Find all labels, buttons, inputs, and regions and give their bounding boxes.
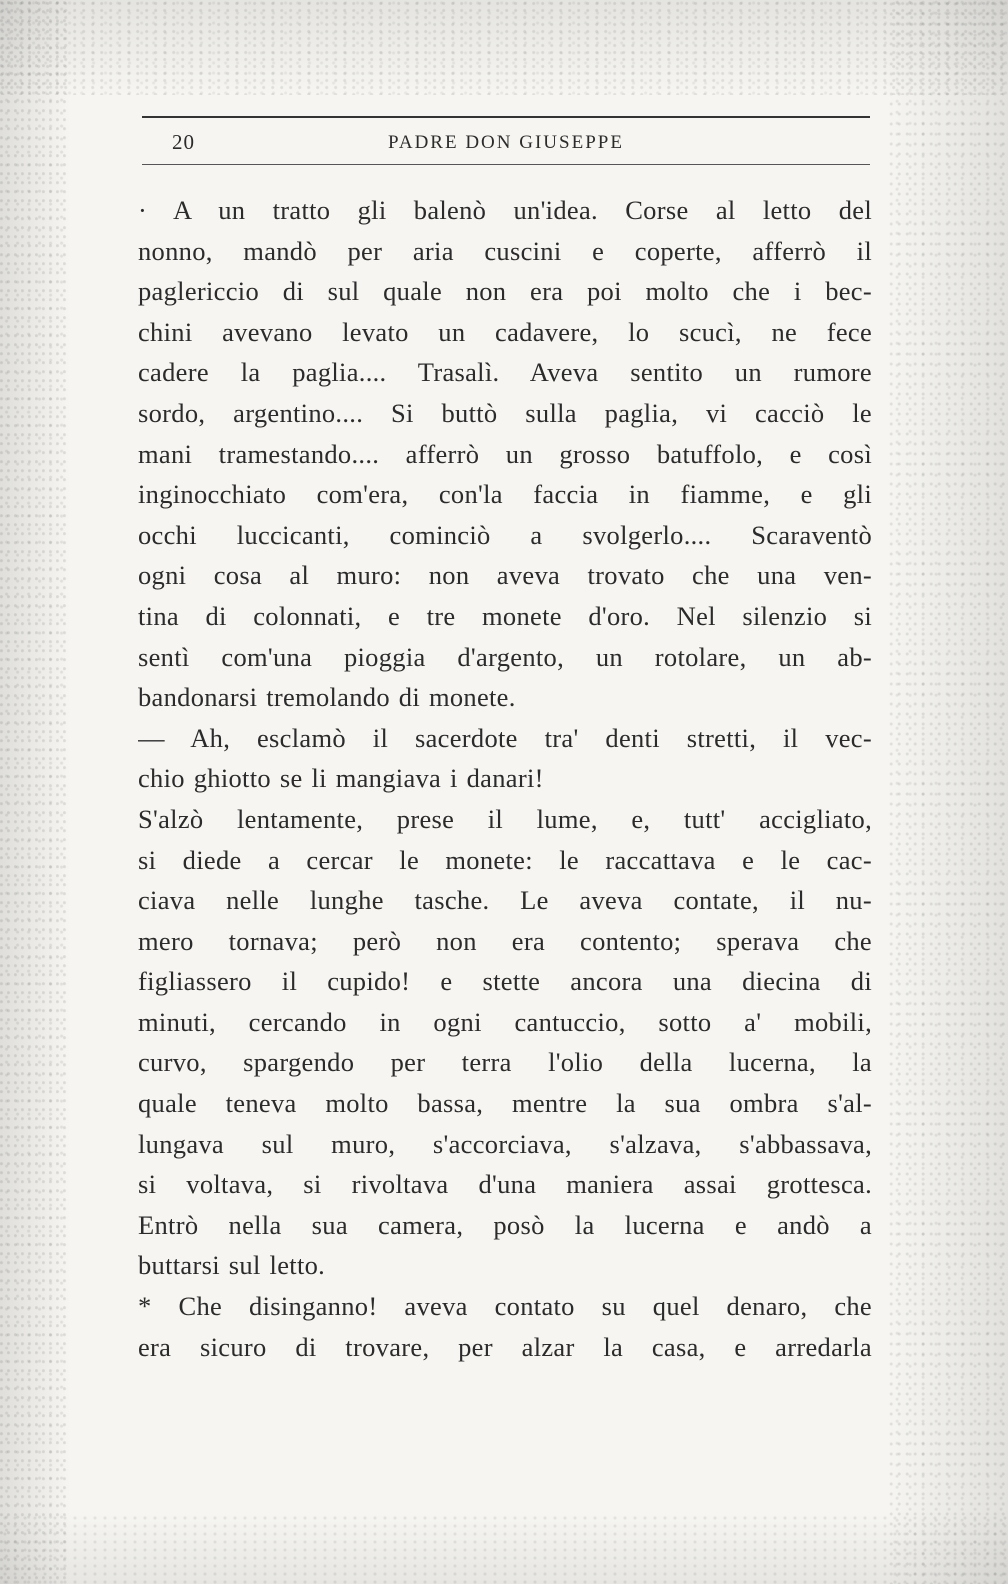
page-edge-right (888, 0, 1008, 1584)
text-line: era sicuro di trovare, per alzar la casa, e arredarla (138, 1331, 872, 1362)
text-line: — Ah, esclamò il sacerdote tra' denti stretti, il vec- (138, 722, 872, 753)
text-line: mero tornava; però non era contento; sperava che (138, 925, 872, 956)
header-rule-bottom (142, 164, 870, 165)
text-line: * Che disinganno! aveva contato su quel denaro, che (138, 1291, 872, 1322)
text-line: paglericcio di sul quale non era poi molto che i bec- (138, 276, 872, 307)
text-line: si diede a cercar le monete: le raccattava e le cac- (138, 844, 872, 875)
text-line: ogni cosa al muro: non aveva trovato che una ven- (138, 560, 872, 591)
text-line: curvo, spargendo per terra l'olio della lucerna, la (138, 1047, 872, 1078)
text-line: nonno, mandò per aria cuscini e coperte, afferrò il (138, 235, 872, 266)
text-line: · A un tratto gli balenò un'idea. Corse al letto del (138, 195, 872, 225)
text-line: inginocchiato com'era, con'la faccia in fiamme, e gli (138, 479, 872, 510)
text-line: cadere la paglia.... Trasalì. Aveva sentito un rumore (138, 357, 872, 388)
header-rule-top (142, 116, 870, 118)
text-line: occhi luccicanti, cominciò a svolgerlo.... Scaraventò (138, 519, 872, 550)
text-line: figliassero il cupido! e stette ancora una diecina di (138, 966, 872, 997)
body-text (138, 190, 872, 1367)
text-line: quale teneva molto bassa, mentre la sua ombra s'al- (138, 1088, 872, 1119)
text-line: si voltava, si rivoltava d'una maniera assai grottesca. (138, 1169, 872, 1200)
text-line: Entrò nella sua camera, posò la lucerna e andò a (138, 1209, 872, 1240)
text-line: sentì com'una pioggia d'argento, un rotolare, un ab- (138, 641, 872, 672)
text-line: chini avevano levato un cadavere, lo scucì, ne fece (138, 316, 872, 347)
page-edge-bottom (0, 1514, 1008, 1584)
text-line: mani tramestando.... afferrò un grosso batuffolo, e così (138, 438, 872, 469)
text-line: lungava sul muro, s'accorciava, s'alzava, s'abbassava, (138, 1128, 872, 1159)
page-number: 20 (172, 130, 195, 154)
text-line: bandonarsi tremolando di monete. (138, 682, 516, 713)
text-line: chio ghiotto se li mangiava i danari! (138, 763, 544, 794)
text-line: S'alzò lentamente, prese il lume, e, tutt' accigliato, (138, 803, 872, 834)
text-line: buttarsi sul letto. (138, 1250, 326, 1281)
running-title: PADRE DON GIUSEPPE (388, 132, 624, 153)
text-line: sordo, argentino.... Si buttò sulla paglia, vi cacciò le (138, 397, 872, 428)
text-line: minuti, cercando in ogni cantuccio, sotto a' mobili, (138, 1006, 872, 1037)
page-edge-top (0, 0, 1008, 95)
text-line: tina di colonnati, e tre monete d'oro. Nel silenzio si (138, 600, 872, 631)
text-line: ciava nelle lunghe tasche. Le aveva contate, il nu- (138, 885, 872, 916)
page-header (142, 112, 870, 168)
page-edge-left (0, 0, 70, 1584)
